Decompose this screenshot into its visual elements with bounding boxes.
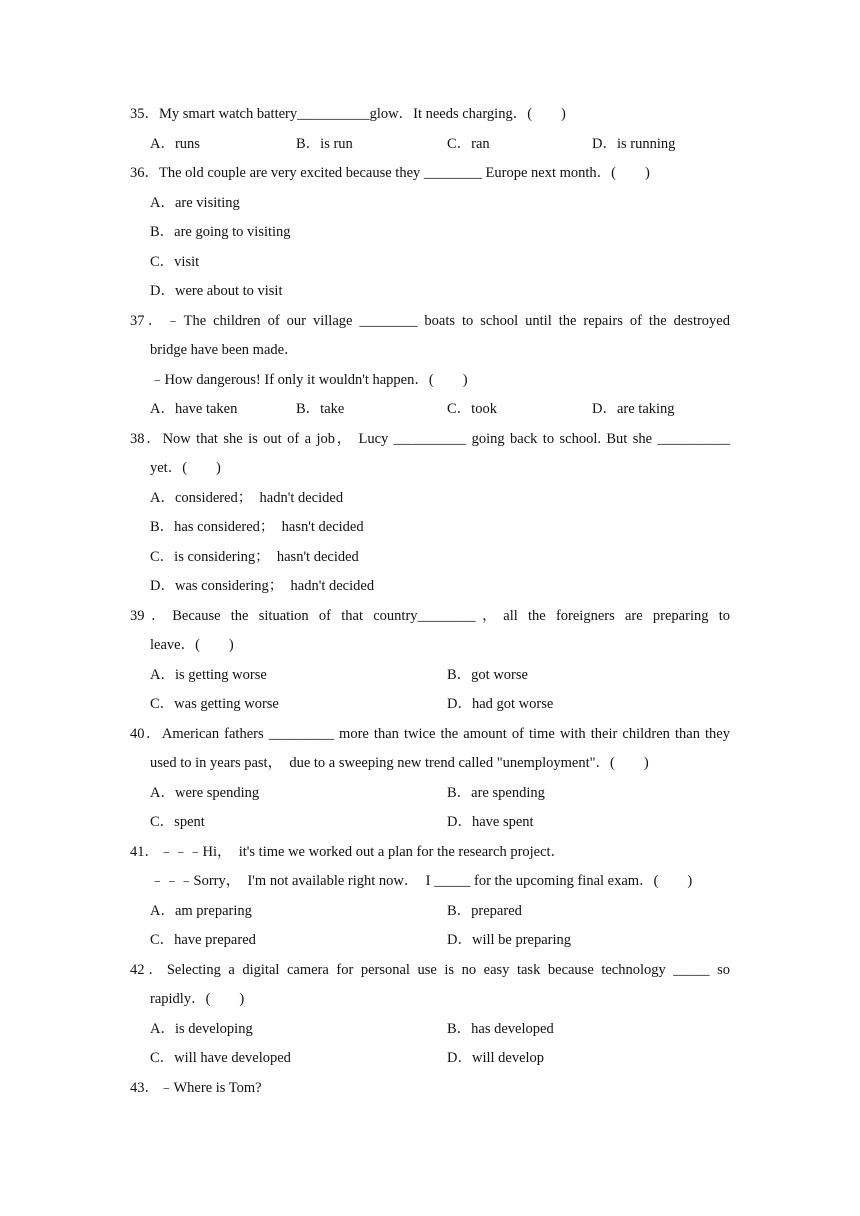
question-stem: 38．Now that she is out of a job， Lucy __________ going back to school. But she __________ <box>130 431 730 447</box>
option: C．will have developed <box>150 1050 291 1066</box>
option: A．is developing <box>150 1021 253 1037</box>
option: B．is run <box>296 136 353 152</box>
question-stem: used to in years past， due to a sweeping new trend called "unemployment"．( ) <box>150 755 649 771</box>
option: A．runs <box>150 136 200 152</box>
question-stem: 36．The old couple are very excited because they ________ Europe next month．( ) <box>130 165 650 181</box>
question-stem: 39．Because the situation of that country________，all the foreigners are preparing to <box>130 608 730 624</box>
option: D．are taking <box>592 401 675 417</box>
question-stem: 41．﹣﹣﹣Hi， it's time we worked out a plan for the research project． <box>130 844 566 860</box>
option: C．spent <box>150 814 205 830</box>
question-stem: bridge have been made． <box>150 342 299 358</box>
option: B．are spending <box>447 785 545 801</box>
question-stem: yet．( ) <box>150 460 221 476</box>
option: C．ran <box>447 136 490 152</box>
option: C．is considering； hasn't decided <box>150 549 359 565</box>
option: B．prepared <box>447 903 522 919</box>
question-stem: 40．American fathers _________ more than twice the amount of time with their children than they <box>130 726 730 742</box>
question-stem: ﹣How dangerous! If only it wouldn't happen．( ) <box>150 372 468 388</box>
option: D．had got worse <box>447 696 554 712</box>
question-stem: rapidly．( ) <box>150 991 245 1007</box>
option: D．will develop <box>447 1050 545 1066</box>
option: C．visit <box>150 254 200 270</box>
option: A．have taken <box>150 401 238 417</box>
option: C．have prepared <box>150 932 256 948</box>
option: D．will be preparing <box>447 932 572 948</box>
question-stem: ﹣﹣﹣Sorry， I'm not available right now． I _____ for the upcoming final exam．( ) <box>150 873 693 889</box>
option: B．has developed <box>447 1021 554 1037</box>
question-stem: 35．My smart watch battery__________glow．It needs charging．( ) <box>130 106 566 122</box>
option: A．were spending <box>150 785 260 801</box>
option: A．am preparing <box>150 903 252 919</box>
option: B．are going to visiting <box>150 224 291 240</box>
option: D．was considering； hadn't decided <box>150 578 375 594</box>
option: C．was getting worse <box>150 696 279 712</box>
option: D．is running <box>592 136 676 152</box>
option: A．is getting worse <box>150 667 267 683</box>
question-stem: 42．Selecting a digital camera for personal use is no easy task because technology _____ so <box>130 962 730 978</box>
option: D．have spent <box>447 814 534 830</box>
option: B．has considered； hasn't decided <box>150 519 364 535</box>
question-stem: leave．( ) <box>150 637 234 653</box>
question-stem: 37．﹣The children of our village ________ boats to school until the repairs of the destroyed <box>130 313 730 329</box>
question-stem: 43．﹣Where is Tom? <box>130 1080 262 1096</box>
option: B．take <box>296 401 345 417</box>
option: D．were about to visit <box>150 283 283 299</box>
option: B．got worse <box>447 667 528 683</box>
option: A．are visiting <box>150 195 240 211</box>
option: A．considered； hadn't decided <box>150 490 344 506</box>
option: C．took <box>447 401 497 417</box>
